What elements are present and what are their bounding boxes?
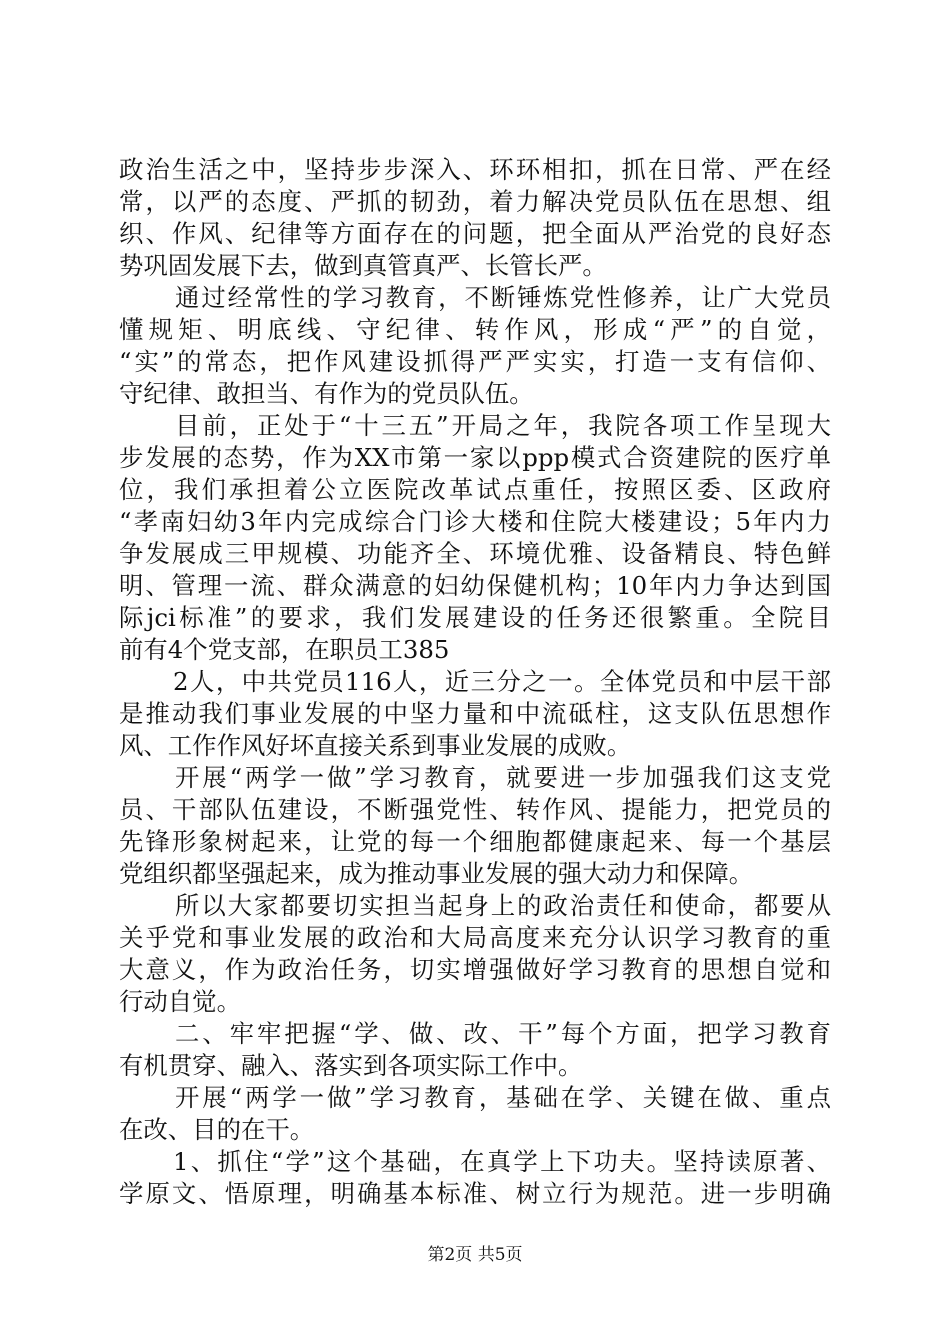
text-line: “孝南妇幼3年内完成综合门诊大楼和住院大楼建设；5年内力 [119, 507, 831, 536]
text-line: 际jci标准”的要求，我们发展建设的任务还很繁重。全院目 [119, 603, 831, 632]
text-line: 政治生活之中，坚持步步深入、环环相扣，抓在日常、严在经 [119, 155, 831, 184]
text-line: 常，以严的态度、严抓的韧劲，着力解决党员队伍在思想、组 [119, 187, 831, 216]
text-line: 懂规矩、明底线、守纪律、转作风，形成“严”的自觉， [119, 315, 831, 344]
text-line: 位，我们承担着公立医院改革试点重任，按照区委、区政府 [119, 475, 831, 504]
text-line: 步发展的态势，作为XX市第一家以ppp模式合资建院的医疗单 [119, 443, 831, 472]
text-line: 开展“两学一做”学习教育，就要进一步加强我们这支党 [175, 763, 831, 792]
text-line: 关乎党和事业发展的政治和大局高度来充分认识学习教育的重 [119, 923, 831, 952]
text-line: 党组织都坚强起来，成为推动事业发展的强大动力和保障。 [119, 859, 754, 888]
text-line: 通过经常性的学习教育，不断锤炼党性修养，让广大党员 [175, 283, 831, 312]
text-line: 织、作风、纪律等方面存在的问题，把全面从严治党的良好态 [119, 219, 831, 248]
text-line: 行动自觉。 [119, 987, 241, 1016]
text-line: “实”的常态，把作风建设抓得严严实实，打造一支有信仰、 [119, 347, 831, 376]
text-line: 守纪律、敢担当、有作为的党员队伍。 [119, 379, 534, 408]
page-footer: 第2页 共5页 [427, 1245, 523, 1265]
text-line: 目前，正处于“十三五”开局之年，我院各项工作呈现大 [175, 411, 831, 440]
text-line: 开展“两学一做”学习教育，基础在学、关键在做、重点 [175, 1083, 831, 1112]
text-line: 争发展成三甲规模、功能齐全、环境优雅、设备精良、特色鲜 [119, 539, 831, 568]
text-line: 员、干部队伍建设，不断强党性、转作风、提能力，把党员的 [119, 795, 831, 824]
text-line: 是推动我们事业发展的中坚力量和中流砥柱，这支队伍思想作 [119, 699, 831, 728]
text-line: 势巩固发展下去，做到真管真严、长管长严。 [119, 251, 607, 280]
text-line: 有机贯穿、融入、落实到各项实际工作中。 [119, 1051, 583, 1080]
text-line: 前有4个党支部，在职员工385 [119, 635, 450, 664]
text-line: 大意义，作为政治任务，切实增强做好学习教育的思想自觉和 [119, 955, 831, 984]
text-line: 1、抓住“学”这个基础，在真学上下功夫。坚持读原著、 [173, 1147, 831, 1176]
body-text [119, 154, 831, 1210]
text-line: 风、工作作风好坏直接关系到事业发展的成败。 [119, 731, 632, 760]
text-line: 二、牢牢把握“学、做、改、干”每个方面，把学习教育 [175, 1019, 831, 1048]
text-line: 所以大家都要切实担当起身上的政治责任和使命，都要从 [175, 891, 831, 920]
text-line: 在改、目的在干。 [119, 1115, 315, 1144]
text-line: 先锋形象树起来，让党的每一个细胞都健康起来、每一个基层 [119, 827, 831, 856]
text-line: 2人，中共党员116人，近三分之一。全体党员和中层干部 [173, 667, 831, 696]
text-line: 明、管理一流、群众满意的妇幼保健机构；10年内力争达到国 [119, 571, 831, 600]
text-line: 学原文、悟原理，明确基本标准、树立行为规范。进一步明确 [119, 1179, 831, 1208]
